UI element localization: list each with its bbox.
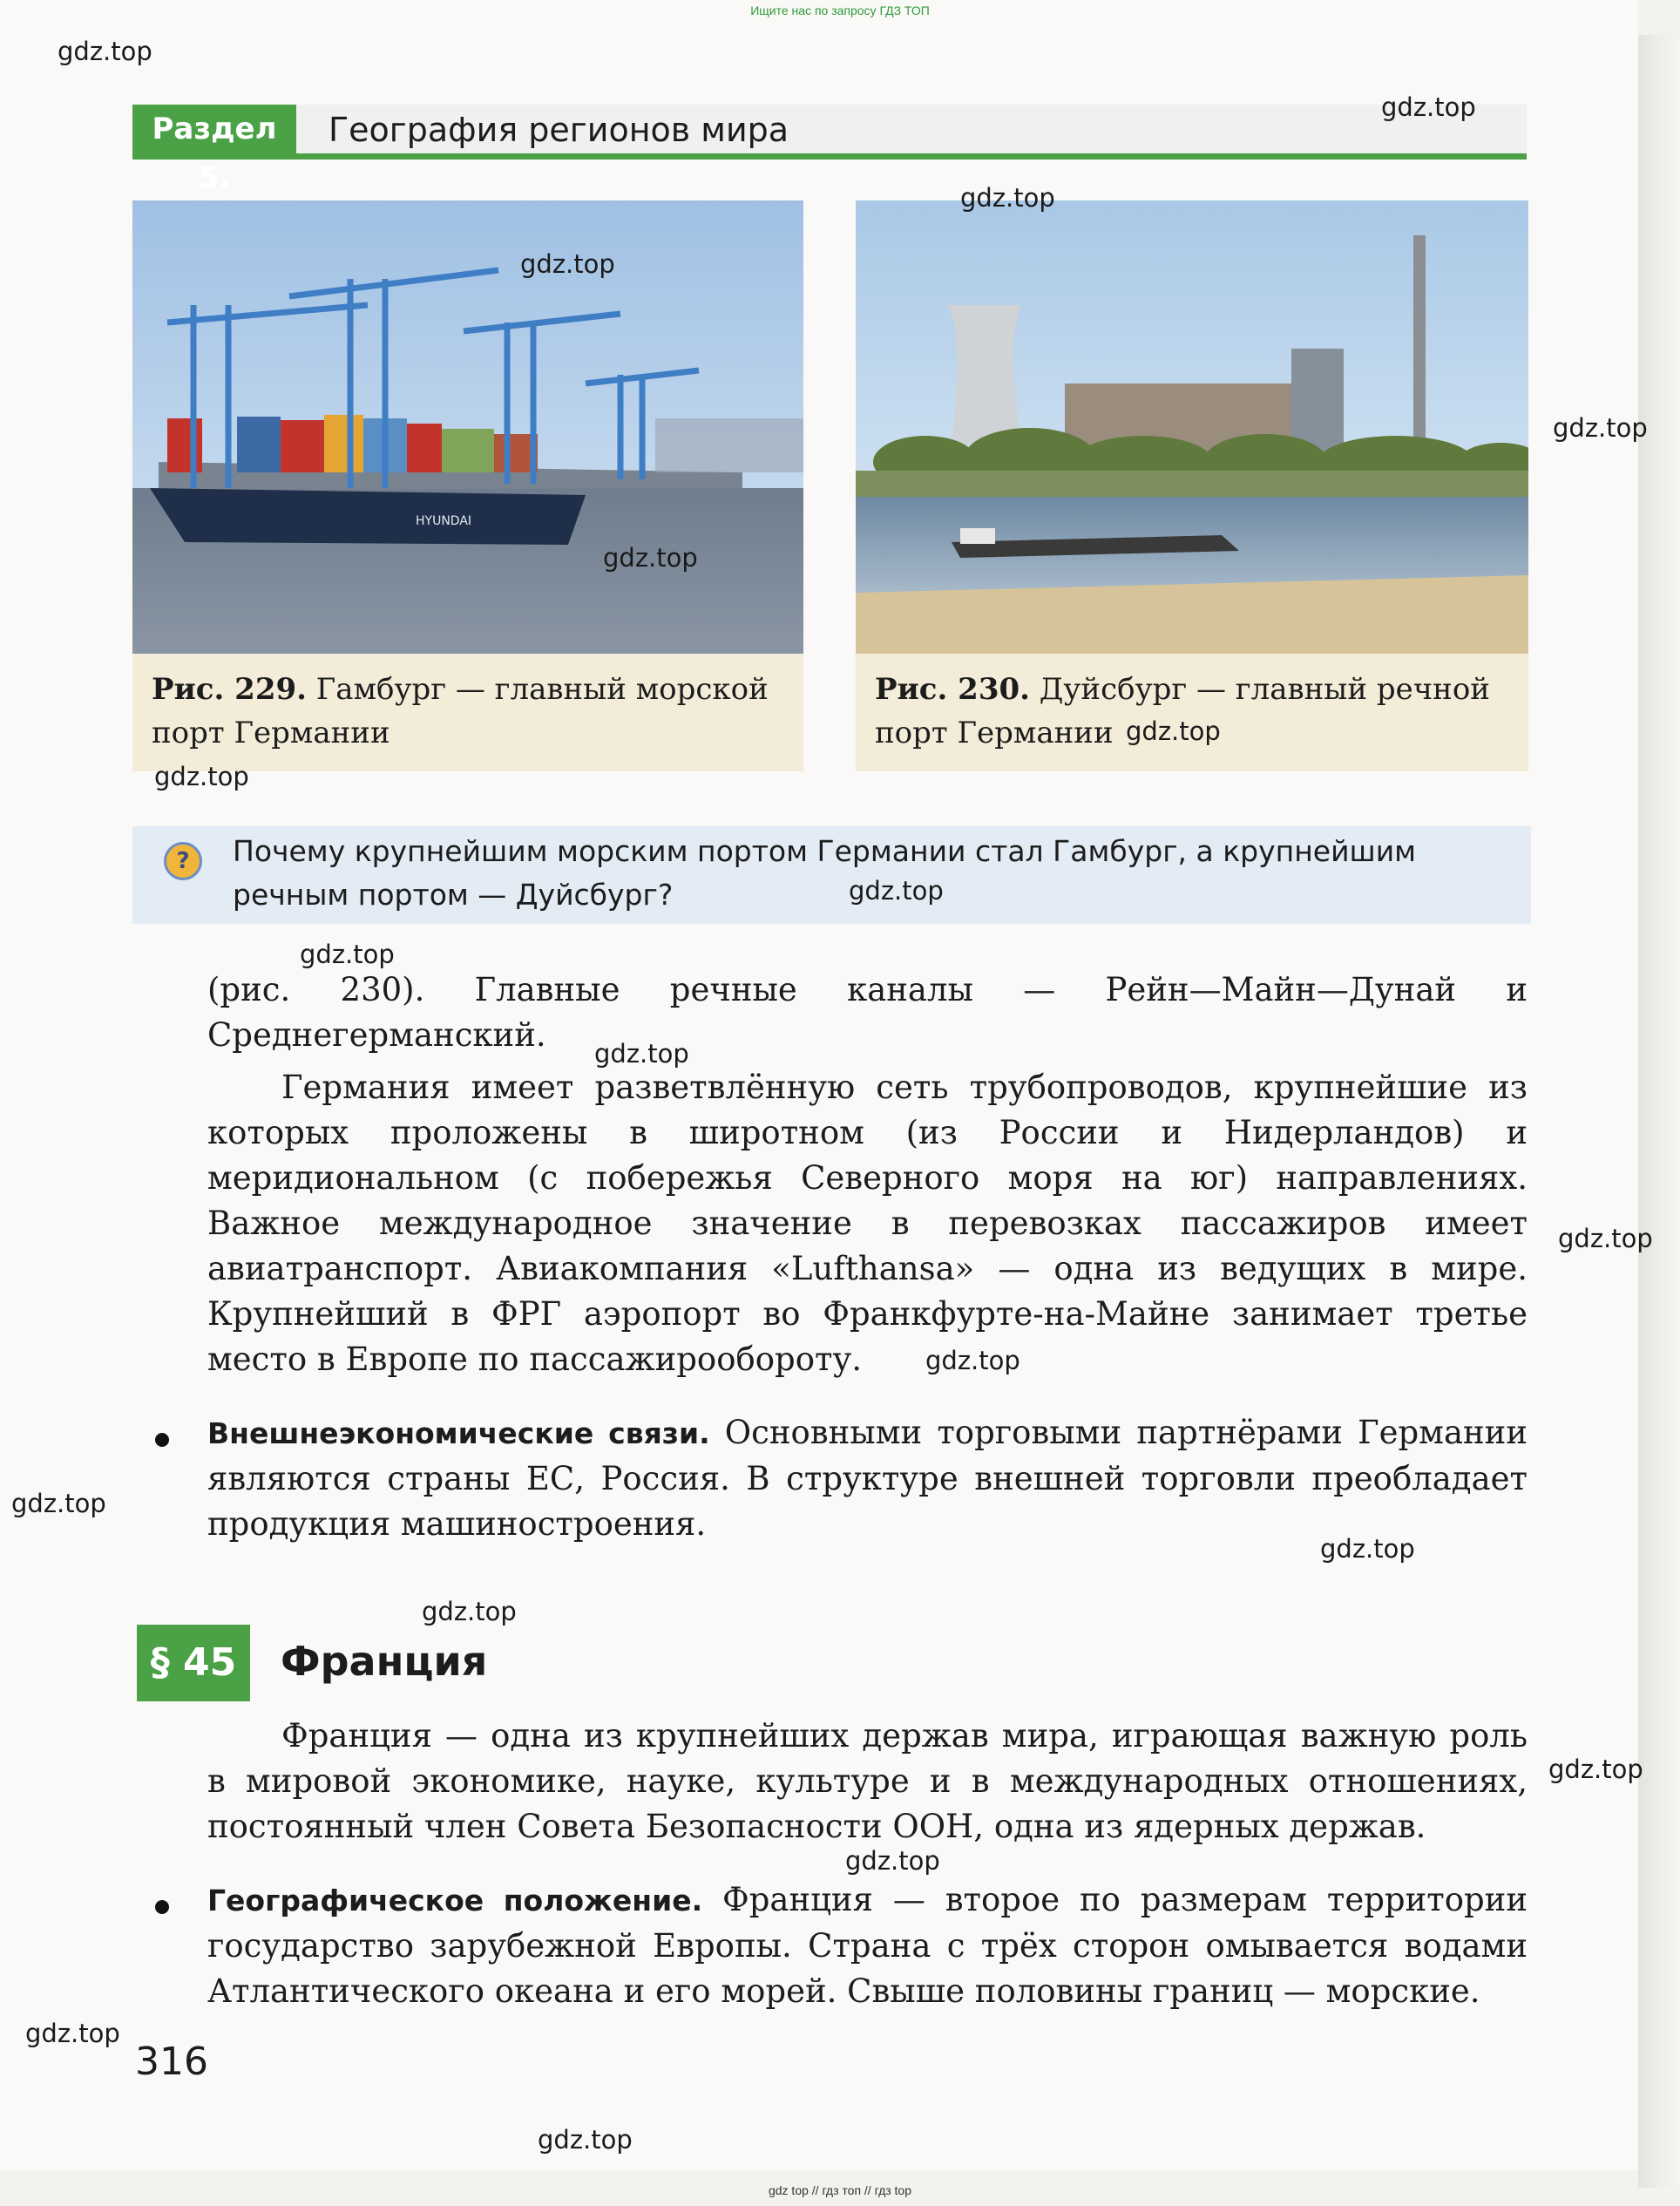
paragraph-canals: (рис. 230). Главные речные каналы — Рейн—Майн—Дунай и Среднегерманский. xyxy=(207,971,1528,1054)
bottom-note: gdz top // гдз топ // гдз top xyxy=(768,2183,912,2197)
watermark: gdz.top xyxy=(538,2125,633,2155)
question-icon: ? xyxy=(164,842,202,880)
figure-229 xyxy=(132,200,803,771)
svg-text:HYUNDAI: HYUNDAI xyxy=(416,514,472,528)
geography-lead: Географическое положение. xyxy=(207,1884,703,1918)
question-box xyxy=(132,826,1531,924)
duisburg-port-photo xyxy=(856,200,1528,654)
watermark: gdz.top xyxy=(422,1597,517,1626)
figure-230 xyxy=(856,200,1528,771)
paragraph-geography xyxy=(207,1877,1528,2014)
watermark: gdz.top xyxy=(11,1489,106,1518)
watermark: gdz.top xyxy=(603,543,698,573)
watermark: gdz.top xyxy=(1558,1224,1653,1253)
france-title: Франция xyxy=(281,1638,488,1685)
bullet-geography xyxy=(155,1900,169,1914)
figure-229-text: Гамбург — главный морской порт Германии xyxy=(152,672,769,750)
trade-text: Основными торговыми партнёрами Германии являются страны ЕС, Россия. В структуре внешней торговли преобладает продукция машиностроения. xyxy=(207,1414,1528,1543)
figure-230-text: Дуйсбург — главный речной порт Германии xyxy=(875,672,1490,750)
watermark: gdz.top xyxy=(1553,413,1648,443)
page-number: 316 xyxy=(135,2040,208,2084)
paragraph-trade xyxy=(207,1410,1528,1547)
top-note: Ищите нас по запросу ГДЗ ТОП xyxy=(750,3,930,17)
watermark: gdz.top xyxy=(520,249,615,279)
watermark: gdz.top xyxy=(25,2019,120,2048)
paragraph-transport: Германия имеет разветвлённую сеть трубопроводов, крупнейшие из которых проложены в широтном (из России и Нидерландов) и меридиональном (с побережья Северного моря на юг) направлениях. Важное международное значение в перевозках пассажиров имеет авиатранспорт. Авиакомпания «Lufthansa» — одна из ведущих в мире. Крупнейший в ФРГ аэропорт во Франкфурте-на-Майне занимает третье место в Европе по пассажирообороту. xyxy=(207,1069,1528,1378)
page-edge xyxy=(1638,35,1680,2188)
bullet-trade xyxy=(155,1433,169,1447)
watermark: gdz.top xyxy=(849,876,944,906)
watermark: gdz.top xyxy=(58,37,152,66)
geography-text: Франция — второе по размерам территории государство зарубежной Европы. Страна с трёх сторон омывается водами Атлантического океана и его морей. Свыше половины границ — морские. xyxy=(207,1881,1528,2010)
section-title: География регионов мира xyxy=(329,111,789,149)
section-tag: Раздел 5. xyxy=(132,105,296,153)
paragraph-france-intro: Франция — одна из крупнейших держав мира, играющая важную роль в мировой экономике, науке, культуре и в международных отношениях, постоянный член Совета Безопасности ООН, одна из ядерных держав. xyxy=(207,1717,1528,1845)
watermark: gdz.top xyxy=(1126,716,1221,746)
watermark: gdz.top xyxy=(1548,1755,1643,1784)
watermark: gdz.top xyxy=(845,1846,940,1876)
watermark: gdz.top xyxy=(925,1346,1020,1375)
section-header xyxy=(132,105,1527,195)
figure-229-caption xyxy=(132,654,803,771)
watermark: gdz.top xyxy=(1320,1534,1415,1564)
watermark: gdz.top xyxy=(300,940,395,969)
hamburg-port-photo xyxy=(132,200,803,654)
watermark: gdz.top xyxy=(1381,92,1476,122)
trade-lead: Внешнеэкономические связи. xyxy=(207,1416,710,1450)
figure-229-number: Рис. 229. xyxy=(152,672,307,707)
watermark: gdz.top xyxy=(594,1039,689,1069)
watermark: gdz.top xyxy=(154,762,249,791)
figure-230-caption xyxy=(856,654,1528,771)
figure-230-number: Рис. 230. xyxy=(875,672,1030,707)
paragraph-number-tag: § 45 xyxy=(137,1625,250,1701)
question-text: Почему крупнейшим морским портом Германии стал Гамбург, а крупнейшим речным портом — Дуйсбург? xyxy=(233,834,1417,912)
watermark: gdz.top xyxy=(960,183,1055,213)
